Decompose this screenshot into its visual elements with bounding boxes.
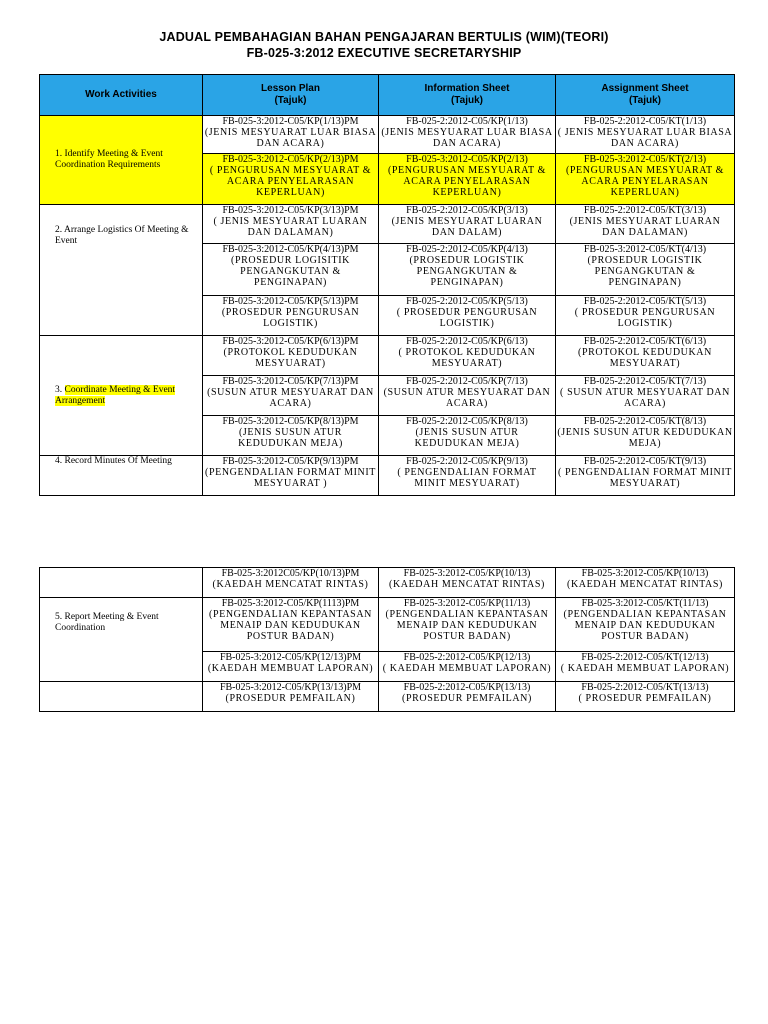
activity-3-highlight: Coordinate Meeting & Event Arrangement [55,384,176,406]
assignment-sheet-cell: FB-025-2:2012-C05/KT(1/13) ( JENIS MESYUARAT LUAR BIASA DAN ACARA) [556,116,735,154]
assignment-sheet-cell: FB-025-2:2012-C05/KT(13/13) ( PROSEDUR PEMFAILAN) [556,682,735,712]
header-work-activities: Work Activities [40,75,203,116]
information-sheet-cell: FB-025-2:2012-C05/KP(3/13) (JENIS MESYUARAT LUARAN DAN DALAM) [379,205,556,244]
information-sheet-cell: FB-025-3:2012-C05/KP(10/13) (KAEDAH MENCATAT RINTAS) [379,568,556,598]
assignment-sheet-cell: FB-025-2:2012-C05/KT(6/13) (PROTOKOL KEDUDUKAN MESYUARAT) [556,336,735,376]
header-row [40,75,735,116]
assignment-sheet-cell: FB-025-3:2012-C05/KT(2/13) (PENGURUSAN MESYUARAT & ACARA PENYELARASAN KEPERLUAN) [556,154,735,205]
lesson-plan-cell: FB-025-3:2012-C05/KP(6/13)PM (PROTOKOL KEDUDUKAN MESYUARAT) [203,336,379,376]
lesson-plan-cell: FB-025-3:2012-C05/KP(4/13)PM (PROSEDUR LOGISITIK PENGANGKUTAN & PENGINAPAN) [203,244,379,296]
page-subtitle: FB-025-3:2012 EXECUTIVE SECRETARYSHIP [246,46,522,60]
lesson-plan-cell: FB-025-3:2012-C05/KP(3/13)PM ( JENIS MESYUARAT LUARAN DAN DALAMAN) [203,205,379,244]
wim-schedule-table [39,74,735,496]
information-sheet-cell: FB-025-3:2012-C05/KP(2/13) (PENGURUSAN MESYUARAT & ACARA PENYELARASAN KEPERLUAN) [379,154,556,205]
table-row [40,682,735,712]
table-row [40,456,735,496]
information-sheet-cell: FB-025-2:2012-C05/KP(7/13) (SUSUN ATUR MESYUARAT DAN ACARA) [379,376,556,416]
table-row [40,598,735,652]
wim-schedule-table-continued [39,567,735,712]
assignment-sheet-cell: FB-025-2:2012-C05/KT(8/13) (JENIS SUSUN ATUR KEDUDUKAN MEJA) [556,416,735,456]
information-sheet-cell: FB-025-2:2012-C05/KP(12/13) ( KAEDAH MEMBUAT LAPORAN) [379,652,556,682]
lesson-plan-cell: FB-025-3:2012-C05/KP(1113)PM (PENGENDALIAN KEPANTASAN MENAIP DAN KEDUDUKAN POSTUR BADAN) [203,598,379,652]
assignment-sheet-cell: FB-025-2:2012-C05/KT(5/13) ( PROSEDUR PENGURUSAN LOGISTIK) [556,296,735,336]
empty-activity-cell [40,682,203,712]
table-row [40,116,735,154]
table-row [40,568,735,598]
information-sheet-cell: FB-025-2:2012-C05/KP(9/13) ( PENGENDALIAN FORMAT MINIT MESYUARAT) [379,456,556,496]
information-sheet-cell: FB-025-2:2012-C05/KP(13/13) (PROSEDUR PEMFAILAN) [379,682,556,712]
lesson-plan-cell: FB-025-3:2012-C05/KP(8/13)PM (JENIS SUSUN ATUR KEDUDUKAN MEJA) [203,416,379,456]
page-title: JADUAL PEMBAHAGIAN BAHAN PENGAJARAN BERTULIS (WIM)(TEORI) [159,30,609,44]
information-sheet-cell: FB-025-2:2012-C05/KP(1/13) (JENIS MESYUARAT LUAR BIASA DAN ACARA) [379,116,556,154]
assignment-sheet-cell: FB-025-2:2012-C05/KT(7/13) ( SUSUN ATUR MESYUARAT DAN ACARA) [556,376,735,416]
activity-5-cell: 5. Report Meeting & Event Coordination [40,598,203,682]
assignment-sheet-cell: FB-025-3:2012-C05/KT(4/13) (PROSEDUR LOGISTIK PENGANGKUTAN & PENGINAPAN) [556,244,735,296]
information-sheet-cell: FB-025-2:2012-C05/KP(5/13) ( PROSEDUR PENGURUSAN LOGISTIK) [379,296,556,336]
assignment-sheet-cell: FB-025-2:2012-C05/KT(12/13) ( KAEDAH MEMBUAT LAPORAN) [556,652,735,682]
activity-4-cell: 4. Record Minutes Of Meeting [40,456,203,496]
lesson-plan-cell: FB-025-3:2012-C05/KP(9/13)PM (PENGENDALIAN FORMAT MINIT MESYUARAT ) [203,456,379,496]
lesson-plan-cell: FB-025-3:2012-C05/KP(12/13)PM (KAEDAH MEMBUAT LAPORAN) [203,652,379,682]
assignment-sheet-cell: FB-025-3:2012-C05/KP(10/13) (KAEDAH MENCATAT RINTAS) [556,568,735,598]
assignment-sheet-cell: FB-025-2:2012-C05/KT(3/13) (JENIS MESYUARAT LUARAN DAN DALAMAN) [556,205,735,244]
assignment-sheet-cell: FB-025-2:2012-C05/KT(9/13) ( PENGENDALIAN FORMAT MINIT MESYUARAT) [556,456,735,496]
lesson-plan-cell: FB-025-3:2012-C05/KP(2/13)PM ( PENGURUSAN MESYUARAT & ACARA PENYELARASAN KEPERLUAN) [203,154,379,205]
information-sheet-cell: FB-025-2:2012-C05/KP(6/13) ( PROTOKOL KEDUDUKAN MESYUARAT) [379,336,556,376]
empty-activity-cell [40,568,203,598]
header-information-sheet: Information Sheet (Tajuk) [379,75,556,116]
header-lesson-plan: Lesson Plan (Tajuk) [203,75,379,116]
activity-2-cell: 2. Arrange Logistics Of Meeting & Event [40,205,203,336]
header-assignment-sheet: Assignment Sheet (Tajuk) [556,75,735,116]
table-row [40,205,735,244]
lesson-plan-cell: FB-025-3:2012C05/KP(10/13)PM (KAEDAH MENCATAT RINTAS) [203,568,379,598]
information-sheet-cell: FB-025-3:2012-C05/KP(11/13) (PENGENDALIAN KEPANTASAN MENAIP DAN KEDUDUKAN POSTUR BADAN) [379,598,556,652]
lesson-plan-cell: FB-025-3:2012-C05/KP(7/13)PM (SUSUN ATUR MESYUARAT DAN ACARA) [203,376,379,416]
assignment-sheet-cell: FB-025-3:2012-C05/KT(11/13) (PENGENDALIAN KEPANTASAN MENAIP DAN KEDUDUKAN POSTUR BADAN) [556,598,735,652]
information-sheet-cell: FB-025-2:2012-C05/KP(8/13) (JENIS SUSUN ATUR KEDUDUKAN MEJA) [379,416,556,456]
activity-1-cell: 1. Identify Meeting & Event Coordination Requirements [40,116,203,205]
lesson-plan-cell: FB-025-3:2012-C05/KP(13/13)PM (PROSEDUR PEMFAILAN) [203,682,379,712]
lesson-plan-cell: FB-025-3:2012-C05/KP(1/13)PM (JENIS MESYUARAT LUAR BIASA DAN ACARA) [203,116,379,154]
lesson-plan-cell: FB-025-3:2012-C05/KP(5/13)PM (PROSEDUR PENGURUSAN LOGISTIK) [203,296,379,336]
activity-3-cell: 3. Coordinate Meeting & Event Arrangement [40,336,203,456]
table-row [40,336,735,376]
information-sheet-cell: FB-025-2:2012-C05/KP(4/13) (PROSEDUR LOGISTIK PENGANGKUTAN & PENGINAPAN) [379,244,556,296]
